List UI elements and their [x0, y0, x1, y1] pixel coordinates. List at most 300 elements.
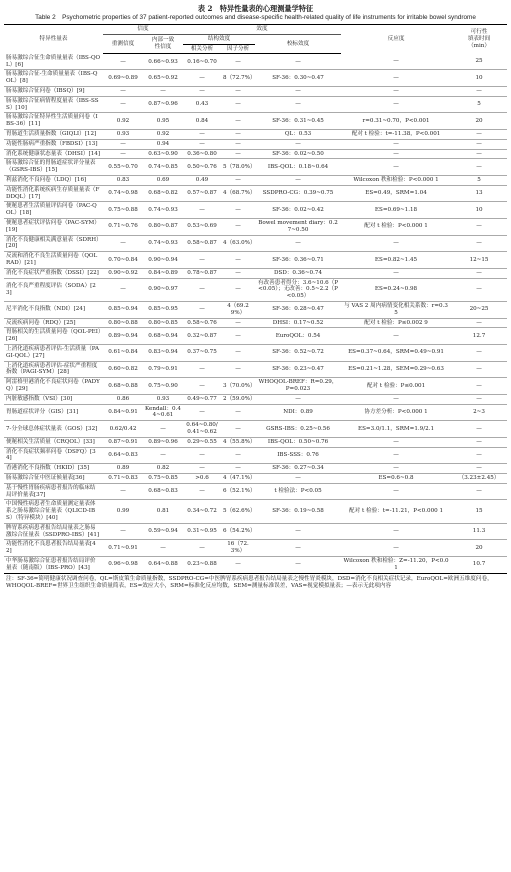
cell-feasibility: —: [451, 437, 507, 447]
psychometric-table: [4, 24, 507, 574]
cell-internal: 0.59~0.94: [143, 523, 183, 540]
cell-feasibility: 10: [451, 202, 507, 219]
cell-internal: 0.87~0.96: [143, 96, 183, 113]
cell-internal: 0.79~0.91: [143, 361, 183, 378]
cell-feasibility: 12.7: [451, 328, 507, 345]
cell-retest: —: [103, 54, 143, 70]
cell-scale: 上消化道疾病患者评估-症状严重程度指数（PAGI-SYM）[28]: [4, 361, 103, 378]
cell-scale: 肠易激综合征生命质量量表（IBS-QOL）[6]: [4, 54, 103, 70]
cell-factor: —: [221, 252, 255, 269]
cell-responsiveness: —: [341, 96, 451, 113]
cell-calibration: SF-36：0.52~0.72: [255, 344, 341, 361]
table-row: [4, 556, 507, 573]
cell-factor: —: [221, 464, 255, 474]
cell-correlation: 0.53~0.69: [183, 219, 221, 236]
header-scale: 特异性量表: [4, 25, 103, 54]
table-row: [4, 378, 507, 395]
cell-factor: —: [221, 404, 255, 421]
cell-responsiveness: —: [341, 70, 451, 87]
cell-responsiveness: ES=0.69~1.18: [341, 202, 451, 219]
table-row: [4, 202, 507, 219]
cell-responsiveness: —: [341, 235, 451, 252]
cell-internal: 0.74~0.93: [143, 202, 183, 219]
cell-calibration: EuroQOL：0.54: [255, 328, 341, 345]
table-caption-zh: 表 2 特异性量表的心理测量学特征: [197, 4, 314, 13]
cell-retest: 0.75~0.88: [103, 202, 143, 219]
cell-retest: 0.60~0.82: [103, 361, 143, 378]
cell-scale: 便秘患者生活质量评估问卷（PAC-QOL）[18]: [4, 202, 103, 219]
cell-factor: —: [221, 149, 255, 159]
cell-internal: 0.90~0.94: [143, 252, 183, 269]
cell-correlation: —: [183, 70, 221, 87]
cell-responsiveness: 配对 t 检验：P≤0.001: [341, 378, 451, 395]
cell-calibration: t 检验法：P<0.05: [255, 483, 341, 500]
cell-scale: 香港消化不良指数（HKID）[35]: [4, 464, 103, 474]
cell-correlation: 0.31~0.95: [183, 523, 221, 540]
cell-responsiveness: ES=0.6~0.8: [341, 473, 451, 483]
cell-factor: —: [221, 54, 255, 70]
cell-retest: 0.80~0.88: [103, 318, 143, 328]
table-row: [4, 278, 507, 301]
cell-scale: 胃肠相关的生活质量问卷（QOL-PEI）[26]: [4, 328, 103, 345]
cell-responsiveness: 配对 t 检验：t=-11.38，P<0.001: [341, 130, 451, 140]
cell-retest: 0.71~0.83: [103, 473, 143, 483]
cell-scale: 基于慢性胃肠疾病患者报告的临床结局评价量表[37]: [4, 483, 103, 500]
cell-factor: 6（52.1%）: [221, 483, 255, 500]
cell-correlation: —: [183, 278, 221, 301]
cell-calibration: IBS-QOL：0.18~0.64: [255, 159, 341, 176]
cell-calibration: SSDPRO-CG：0.39~0.75: [255, 185, 341, 202]
cell-feasibility: —: [451, 318, 507, 328]
header-responsiveness: 反应度: [341, 25, 451, 54]
cell-feasibility: 15: [451, 500, 507, 523]
cell-factor: —: [221, 328, 255, 345]
cell-retest: 0.86: [103, 394, 143, 404]
table-caption: [4, 4, 507, 22]
cell-correlation: —: [183, 252, 221, 269]
cell-correlation: 0.37~0.75: [183, 344, 221, 361]
cell-internal: 0.85~0.95: [143, 302, 183, 319]
table-row: [4, 185, 507, 202]
cell-correlation: —: [183, 361, 221, 378]
cell-feasibility: —: [451, 344, 507, 361]
cell-feasibility: —: [451, 361, 507, 378]
cell-correlation: —: [183, 202, 221, 219]
cell-retest: —: [103, 87, 143, 97]
table-row: [4, 344, 507, 361]
cell-responsiveness: ES=0.37~0.64，SRM=0.49~0.91: [341, 344, 451, 361]
cell-factor: —: [221, 96, 255, 113]
cell-correlation: —: [183, 483, 221, 500]
cell-internal: 0.64~0.88: [143, 556, 183, 573]
table-note: 注：SF-36=简明健康状况调查问卷，QL=斯皮策生命质量指数，SSDPRO-CG=中医脾胃系疾病患者报告结局量表之慢性胃炎模块，DSD=消化不良相关症状记录，EuroQOL=欧洲五维度问卷，WHOQOL-BREF=世界卫生组织生命质量简表，ES=效应大小，SRM=标准化反应均数，SEM=测量标准误差，VAS=视觉模拟量表；—表示无此项内容: [6, 575, 493, 589]
cell-scale: 尼平消化不良指数（NDI）[24]: [4, 302, 103, 319]
cell-feasibility: —: [451, 378, 507, 395]
cell-responsiveness: —: [341, 447, 451, 464]
cell-scale: 中国慢性病患者生命质量测定量表体系之肠易激综合征量表（QLICD-IBS）（特异模块）[40]: [4, 500, 103, 523]
cell-scale: 肠易激综合征中医证候量表[36]: [4, 473, 103, 483]
cell-correlation: 0.58~0.87: [183, 235, 221, 252]
cell-retest: —: [103, 278, 143, 301]
table-row: [4, 130, 507, 140]
cell-retest: 0.93: [103, 130, 143, 140]
table-header: [4, 25, 507, 54]
cell-responsiveness: 配对 t 检验：P≤0.002 9: [341, 318, 451, 328]
cell-feasibility: —: [451, 394, 507, 404]
cell-internal: —: [143, 421, 183, 438]
cell-scale: 肠易激综合征特异性生活质量问卷（IBS-36）[11]: [4, 113, 103, 130]
cell-calibration: —: [255, 540, 341, 557]
cell-responsiveness: —: [341, 540, 451, 557]
table-row: [4, 421, 507, 438]
table-row: [4, 252, 507, 269]
cell-responsiveness: 配对 t 检验：t=-11.21，P<0.000 1: [341, 500, 451, 523]
header-validity: 效度: [183, 25, 341, 35]
table-row: [4, 500, 507, 523]
cell-responsiveness: 与 VAS 2 周内病情变化相关系数：r=0.35: [341, 302, 451, 319]
cell-calibration: NDI：0.89: [255, 404, 341, 421]
cell-internal: 0.68~0.83: [143, 483, 183, 500]
cell-retest: 0.84~0.91: [103, 404, 143, 421]
cell-factor: —: [221, 202, 255, 219]
cell-responsiveness: ES=3.0/1.1，SRM=1.9/2.1: [341, 421, 451, 438]
cell-retest: 0.62/0.42: [103, 421, 143, 438]
cell-internal: 0.65~0.92: [143, 70, 183, 87]
cell-retest: —: [103, 139, 143, 149]
cell-correlation: 0.34~0.72: [183, 500, 221, 523]
cell-internal: 0.83~0.94: [143, 344, 183, 361]
cell-correlation: >0.6: [183, 473, 221, 483]
cell-feasibility: 11.3: [451, 523, 507, 540]
cell-calibration: —: [255, 394, 341, 404]
table-row: [4, 87, 507, 97]
cell-correlation: 0.49: [183, 176, 221, 186]
cell-responsiveness: Wilcoxon 秩和检验：P<0.000 1: [341, 176, 451, 186]
cell-feasibility: 13: [451, 185, 507, 202]
table-row: [4, 70, 507, 87]
cell-factor: 3（70.0%）: [221, 378, 255, 395]
cell-internal: —: [143, 540, 183, 557]
table-caption-en: Table 2 Psychometric properties of 37 patient-reported outcomes and disease-specific health-related quality of life instruments for irritable bowel syndrome: [35, 14, 476, 21]
cell-factor: —: [221, 87, 255, 97]
header-feasibility: 可行性 填表时间 （min）: [451, 25, 507, 54]
cell-retest: —: [103, 96, 143, 113]
cell-retest: 0.87~0.91: [103, 437, 143, 447]
cell-calibration: IBS-QOL：0.50~0.76: [255, 437, 341, 447]
cell-calibration: —: [255, 139, 341, 149]
cell-factor: —: [221, 447, 255, 464]
cell-internal: Kendall：0.44~0.61: [143, 404, 183, 421]
cell-responsiveness: —: [341, 54, 451, 70]
cell-scale: 脾胃系疾病患者报告结局量表之肠易激综合征量表（SSDPRO-IBS）[41]: [4, 523, 103, 540]
header-internal: 内部一致 性信度: [143, 34, 183, 54]
cell-scale: 内脏敏感指数（VSI）[30]: [4, 394, 103, 404]
cell-scale: 利兹消化不良问卷（LDQ）[16]: [4, 176, 103, 186]
table-row: [4, 235, 507, 252]
cell-feasibility: —: [451, 235, 507, 252]
cell-calibration: SF-36：0.30~0.47: [255, 70, 341, 87]
cell-responsiveness: —: [341, 149, 451, 159]
cell-factor: 5（62.6%）: [221, 500, 255, 523]
cell-calibration: —: [255, 54, 341, 70]
cell-factor: —: [221, 556, 255, 573]
cell-responsiveness: —: [341, 139, 451, 149]
cell-factor: 8（72.7%）: [221, 70, 255, 87]
table-row: [4, 176, 507, 186]
cell-correlation: 0.43: [183, 96, 221, 113]
cell-calibration: SF-36：0.28~0.47: [255, 302, 341, 319]
cell-correlation: —: [183, 540, 221, 557]
cell-calibration: —: [255, 523, 341, 540]
cell-calibration: IBS-SSS：0.76: [255, 447, 341, 464]
cell-feasibility: —: [451, 483, 507, 500]
cell-correlation: 0.50~0.76: [183, 159, 221, 176]
cell-feasibility: 25: [451, 54, 507, 70]
cell-feasibility: —: [451, 130, 507, 140]
cell-scale: 肠易激综合征-生命质量量表（IBS-QOL）[8]: [4, 70, 103, 87]
cell-scale: 7-分全球总体症状量表（GOS）[32]: [4, 421, 103, 438]
cell-internal: 0.80~0.87: [143, 219, 183, 236]
cell-scale: 消化不良严重程度评估（SODA）[23]: [4, 278, 103, 301]
cell-internal: —: [143, 447, 183, 464]
cell-retest: —: [103, 149, 143, 159]
table-body: [4, 54, 507, 573]
cell-correlation: 0.36~0.80: [183, 149, 221, 159]
cell-feasibility: 5: [451, 176, 507, 186]
cell-feasibility: 10.7: [451, 556, 507, 573]
cell-feasibility: —: [451, 219, 507, 236]
cell-calibration: DSD：0.36~0.74: [255, 268, 341, 278]
cell-correlation: —: [183, 464, 221, 474]
table-row: [4, 447, 507, 464]
cell-retest: —: [103, 235, 143, 252]
table-row: [4, 318, 507, 328]
cell-scale: 消化不良症状严重指数（DSSI）[22]: [4, 268, 103, 278]
cell-correlation: —: [183, 447, 221, 464]
cell-responsiveness: —: [341, 159, 451, 176]
cell-internal: 0.93: [143, 394, 183, 404]
cell-calibration: SF-36：0.36~0.71: [255, 252, 341, 269]
cell-factor: —: [221, 139, 255, 149]
cell-factor: —: [221, 361, 255, 378]
cell-feasibility: 12~15: [451, 252, 507, 269]
cell-retest: 0.70~0.84: [103, 252, 143, 269]
table-row: [4, 96, 507, 113]
cell-responsiveness: —: [341, 268, 451, 278]
table-row: [4, 268, 507, 278]
cell-scale: 消化系统健康状态量表（DHSI）[14]: [4, 149, 103, 159]
cell-feasibility: —: [451, 421, 507, 438]
cell-scale: 肠易激综合征的胃肠道症状评分量表（GSRS-IBS）[15]: [4, 159, 103, 176]
cell-factor: —: [221, 318, 255, 328]
cell-retest: 0.90~0.92: [103, 268, 143, 278]
cell-correlation: 0.58~0.76: [183, 318, 221, 328]
cell-retest: 0.83: [103, 176, 143, 186]
cell-internal: 0.81: [143, 500, 183, 523]
cell-responsiveness: —: [341, 394, 451, 404]
table-row: [4, 139, 507, 149]
cell-factor: —: [221, 278, 255, 301]
cell-factor: —: [221, 176, 255, 186]
cell-calibration: —: [255, 96, 341, 113]
cell-responsiveness: —: [341, 328, 451, 345]
cell-responsiveness: —: [341, 437, 451, 447]
cell-retest: 0.92: [103, 113, 143, 130]
cell-factor: 5（78.0%）: [221, 159, 255, 176]
cell-feasibility: —: [451, 149, 507, 159]
cell-correlation: 0.29~0.55: [183, 437, 221, 447]
cell-responsiveness: r=0.31~0.70，P<0.001: [341, 113, 451, 130]
header-factor: 因子分析: [221, 44, 255, 54]
cell-retest: —: [103, 523, 143, 540]
table-row: [4, 394, 507, 404]
cell-internal: 0.68~0.82: [143, 185, 183, 202]
cell-calibration: SF-36：0.31~0.45: [255, 113, 341, 130]
cell-scale: 消化不良症状频率问卷（DSFQ）[34]: [4, 447, 103, 464]
cell-feasibility: —: [451, 447, 507, 464]
cell-internal: 0.75~0.90: [143, 378, 183, 395]
cell-factor: 6（54.2%）: [221, 523, 255, 540]
cell-factor: 4（47.1%）: [221, 473, 255, 483]
header-retest: 重测信度: [103, 34, 143, 54]
cell-retest: 0.61~0.84: [103, 344, 143, 361]
table-row: [4, 437, 507, 447]
cell-calibration: Bowel movement diary：0.27~0.50: [255, 219, 341, 236]
cell-correlation: —: [183, 302, 221, 319]
cell-internal: 0.89~0.96: [143, 437, 183, 447]
cell-feasibility: 20~25: [451, 302, 507, 319]
table-row: [4, 159, 507, 176]
cell-correlation: 0.32~0.87: [183, 328, 221, 345]
cell-scale: 肠易激综合征病情程度量表（IBS-SSS）[10]: [4, 96, 103, 113]
cell-scale: 胃肠道生活质量指数（GIQLI）[12]: [4, 130, 103, 140]
cell-scale: 反流和消化不良生活质量问卷（QOLRAD）[21]: [4, 252, 103, 269]
cell-internal: —: [143, 87, 183, 97]
cell-feasibility: —: [451, 139, 507, 149]
cell-calibration: SF-36：0.27~0.34: [255, 464, 341, 474]
cell-responsiveness: 协方差分析：P<0.000 1: [341, 404, 451, 421]
cell-retest: —: [103, 483, 143, 500]
cell-feasibility: 2~3: [451, 404, 507, 421]
cell-retest: 0.71~0.91: [103, 540, 143, 557]
cell-scale: 胃肠道症状评分（GIS）[31]: [4, 404, 103, 421]
table-row: [4, 483, 507, 500]
cell-calibration: 有改善患者得分：3.6~10.6（P<0.05）；无改善：0.5~2.2（P<0.05）: [255, 278, 341, 301]
cell-retest: 0.96~0.98: [103, 556, 143, 573]
cell-calibration: —: [255, 235, 341, 252]
cell-responsiveness: 配对 t 检验：P<0.000 1: [341, 219, 451, 236]
cell-factor: 4（63.0%）: [221, 235, 255, 252]
cell-feasibility: —: [451, 159, 507, 176]
cell-retest: 0.89: [103, 464, 143, 474]
cell-scale: 消化不良健康相关满意量表（SDRH）[20]: [4, 235, 103, 252]
cell-factor: 16（72.3%）: [221, 540, 255, 557]
cell-internal: 0.92: [143, 130, 183, 140]
cell-calibration: —: [255, 176, 341, 186]
cell-feasibility: （3.23±2.45）: [451, 473, 507, 483]
table-row: [4, 113, 507, 130]
cell-responsiveness: —: [341, 87, 451, 97]
header-reliability: 信度: [103, 25, 183, 35]
cell-scale: 反流疾病问卷（RDQ）[25]: [4, 318, 103, 328]
table-row: [4, 464, 507, 474]
cell-internal: 0.69: [143, 176, 183, 186]
cell-factor: —: [221, 268, 255, 278]
cell-feasibility: 20: [451, 540, 507, 557]
cell-scale: 功能性消化系统疾病生存质量量表（FDDQL）[17]: [4, 185, 103, 202]
cell-internal: 0.82: [143, 464, 183, 474]
cell-retest: 0.85~0.94: [103, 302, 143, 319]
table-row: [4, 540, 507, 557]
cell-retest: 0.64~0.83: [103, 447, 143, 464]
cell-internal: 0.68~0.94: [143, 328, 183, 345]
cell-feasibility: —: [451, 278, 507, 301]
cell-scale: 便秘相关生活质量（CRQOL）[33]: [4, 437, 103, 447]
cell-feasibility: 20: [451, 113, 507, 130]
cell-correlation: 0.23~0.88: [183, 556, 221, 573]
cell-calibration: —: [255, 87, 341, 97]
cell-retest: 0.55~0.70: [103, 159, 143, 176]
table-row: [4, 404, 507, 421]
cell-internal: 0.80~0.85: [143, 318, 183, 328]
cell-responsiveness: —: [341, 483, 451, 500]
cell-retest: 0.89~0.94: [103, 328, 143, 345]
cell-factor: 4（69.29%）: [221, 302, 255, 319]
table-row: [4, 54, 507, 70]
cell-retest: 0.74~0.98: [103, 185, 143, 202]
cell-correlation: 0.84: [183, 113, 221, 130]
cell-calibration: QL：0.53: [255, 130, 341, 140]
cell-factor: —: [221, 344, 255, 361]
cell-scale: 功能性肠病严重指数（FBDSI）[13]: [4, 139, 103, 149]
cell-responsiveness: ES=0.24~0.98: [341, 278, 451, 301]
cell-correlation: 0.16~0.70: [183, 54, 221, 70]
cell-feasibility: —: [451, 87, 507, 97]
cell-calibration: SF-36：0.02~0.42: [255, 202, 341, 219]
cell-responsiveness: —: [341, 523, 451, 540]
cell-calibration: SF-36：0.02~0.50: [255, 149, 341, 159]
cell-responsiveness: ES=0.21~1.28，SEM=0.29~0.63: [341, 361, 451, 378]
cell-calibration: SF-36：0.19~0.58: [255, 500, 341, 523]
cell-internal: 0.74~0.85: [143, 159, 183, 176]
cell-correlation: —: [183, 87, 221, 97]
table-row: [4, 361, 507, 378]
cell-calibration: WHOQOL-BREF：R=0.29，P=0.023: [255, 378, 341, 395]
cell-calibration: GSRS-IBS：0.25~0.56: [255, 421, 341, 438]
table-row: [4, 219, 507, 236]
cell-factor: —: [221, 130, 255, 140]
table-row: [4, 523, 507, 540]
cell-correlation: —: [183, 130, 221, 140]
cell-factor: 2（59.0%）: [221, 394, 255, 404]
cell-factor: —: [221, 421, 255, 438]
cell-feasibility: 10: [451, 70, 507, 87]
cell-internal: 0.84~0.89: [143, 268, 183, 278]
cell-internal: 0.95: [143, 113, 183, 130]
cell-internal: 0.75~0.85: [143, 473, 183, 483]
cell-calibration: SF-36：0.23~0.47: [255, 361, 341, 378]
cell-internal: 0.90~0.97: [143, 278, 183, 301]
cell-correlation: 0.78~0.87: [183, 268, 221, 278]
cell-correlation: 0.64~0.80/0.41~0.62: [183, 421, 221, 438]
cell-feasibility: —: [451, 464, 507, 474]
cell-correlation: —: [183, 404, 221, 421]
header-correlation: 相关分析: [183, 44, 221, 54]
cell-correlation: —: [183, 378, 221, 395]
cell-calibration: DHSI：0.17~0.52: [255, 318, 341, 328]
table-row: [4, 149, 507, 159]
cell-factor: 4（55.8%）: [221, 437, 255, 447]
